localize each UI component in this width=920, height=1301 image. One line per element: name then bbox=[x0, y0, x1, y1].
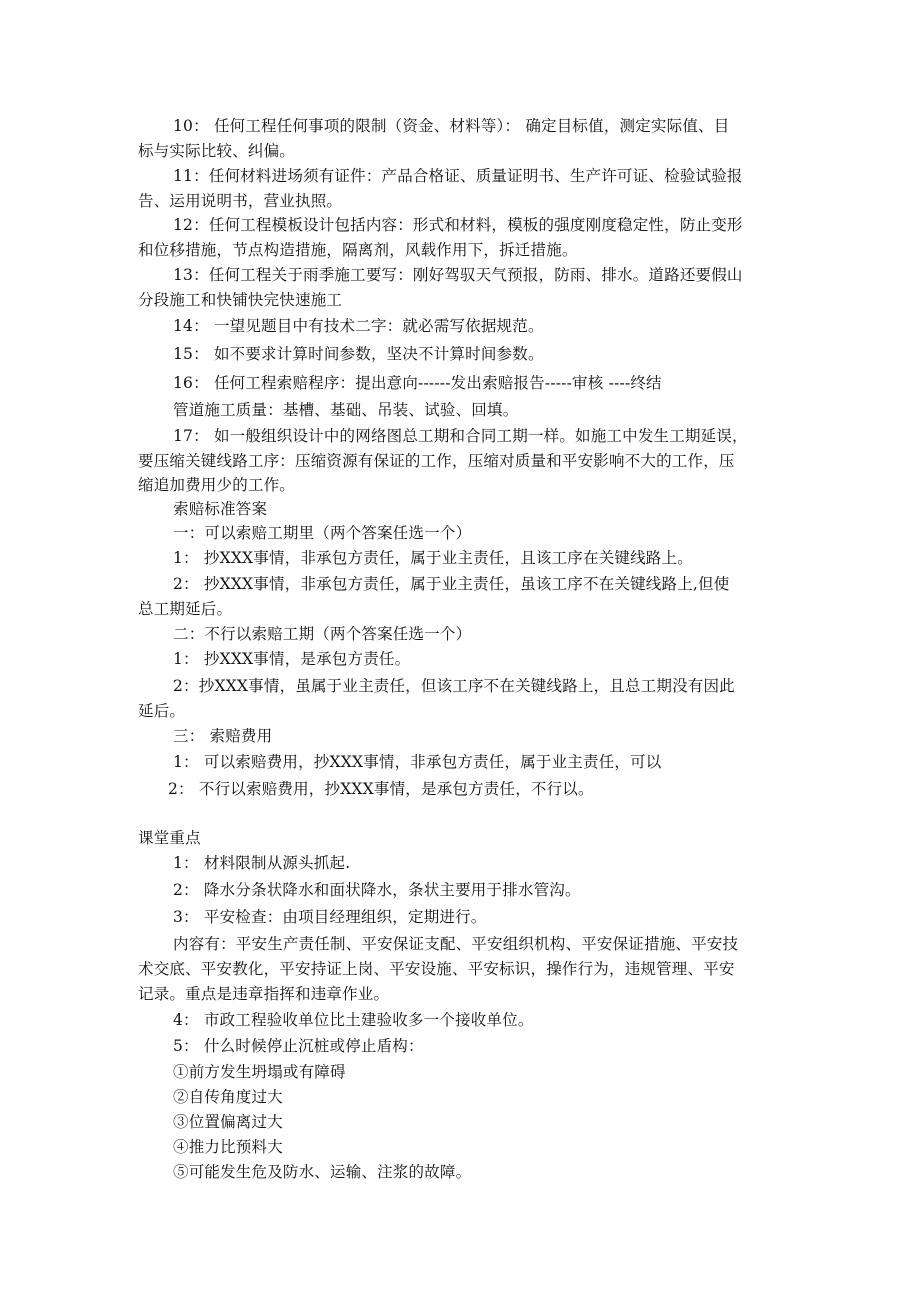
paragraph-line: 16： 任何工程索赔程序：提出意向------发出索赔报告-----审核 ----终结 bbox=[173, 374, 662, 392]
paragraph-line: 4： 市政工程验收单位比土建验收多一个接收单位。 bbox=[173, 1011, 534, 1029]
paragraph-line: 告、运用说明书，营业执照。 bbox=[138, 192, 343, 210]
paragraph-line: 要压缩关键线路工序：压缩资源有保证的工作，压缩对质量和平安影响不大的工作，压 bbox=[138, 452, 735, 470]
paragraph-line: 内容有：平安生产责任制、平安保证支配、平安组织机构、平安保证措施、平安技 bbox=[173, 935, 739, 953]
paragraph-line: 缩追加费用少的工作。 bbox=[138, 476, 296, 494]
paragraph-line: 总工期延后。 bbox=[138, 600, 233, 618]
paragraph-line: 1： 抄XXX事情，非承包方责任，属于业主责任，且该工序在关键线路上。 bbox=[173, 549, 693, 567]
section-heading: 索赔标准答案 bbox=[173, 500, 268, 518]
paragraph-line: 2： 降水分条状降水和面状降水，条状主要用于排水管沟。 bbox=[173, 881, 581, 899]
paragraph-line: 和位移措施，节点构造措施，隔离剂，风载作用下，拆迁措施。 bbox=[138, 241, 578, 259]
paragraph-line: 12：任何工程模板设计包括内容：形式和材料，模板的强度刚度稳定性，防止变形 bbox=[173, 216, 743, 234]
paragraph-line: 17： 如一般组织设计中的网络图总工期和合同工期一样。如施工中发生工期延误， bbox=[173, 427, 748, 445]
paragraph-line: 三： 索赔费用 bbox=[173, 727, 273, 745]
paragraph-line: 3： 平安检查：由项目经理组织，定期进行。 bbox=[173, 908, 487, 926]
list-item: ⑤可能发生危及防水、运输、注浆的故障。 bbox=[173, 1163, 472, 1181]
paragraph-line: 标与实际比较、纠偏。 bbox=[138, 142, 296, 160]
paragraph-line: 2： 不行以索赔费用，抄XXX事情，是承包方责任，不行以。 bbox=[168, 780, 594, 798]
paragraph-line: 10： 任何工程任何事项的限制（资金、材料等）： 确定目标值，测定实际值、目 bbox=[173, 117, 730, 135]
list-item: ①前方发生坍塌或有障碍 bbox=[173, 1063, 346, 1081]
paragraph-line: 14： 一望见题目中有技术二字：就必需写依据规范。 bbox=[173, 317, 544, 335]
paragraph-line: 延后。 bbox=[138, 702, 186, 720]
paragraph-line: 13：任何工程关于雨季施工要写：刚好驾驭天气预报，防雨、排水。道路还要假山 bbox=[173, 266, 743, 284]
paragraph-line: 11：任何材料进场须有证件：产品合格证、质量证明书、生产许可证、检验试验报 bbox=[173, 167, 743, 185]
paragraph-line: 二：不行以索赔工期（两个答案任选一个） bbox=[173, 625, 472, 643]
paragraph-line: 记录。重点是违章指挥和违章作业。 bbox=[138, 985, 390, 1003]
paragraph-line: 1： 材料限制从源头抓起. bbox=[173, 854, 351, 872]
list-item: ④推力比预料大 bbox=[173, 1138, 283, 1156]
paragraph-line: 1： 抄XXX事情，是承包方责任。 bbox=[173, 650, 411, 668]
paragraph-line: 2： 抄XXX事情，非承包方责任，属于业主责任，虽该工序不在关键线路上,但使 bbox=[173, 575, 730, 593]
paragraph-line: 术交底、平安教化，平安持证上岗、平安设施、平安标识，操作行为，违规管理、平安 bbox=[138, 960, 735, 978]
list-item: ③位置偏离过大 bbox=[173, 1113, 283, 1131]
paragraph-line: 2：抄XXX事情，虽属于业主责任，但该工序不在关键线路上，且总工期没有因此 bbox=[173, 677, 735, 695]
paragraph-line: 分段施工和快铺快完快速施工 bbox=[138, 291, 343, 309]
section-heading: 课堂重点 bbox=[138, 829, 201, 847]
paragraph-line: 15： 如不要求计算时间参数，坚决不计算时间参数。 bbox=[173, 345, 544, 363]
paragraph-line: 1： 可以索赔费用，抄XXX事情，非承包方责任，属于业主责任，可以 bbox=[173, 753, 662, 771]
list-item: ②自传角度过大 bbox=[173, 1088, 283, 1106]
paragraph-line: 管道施工质量：基槽、基础、吊装、试验、回填。 bbox=[173, 401, 519, 419]
paragraph-line: 一：可以索赔工期里（两个答案任选一个） bbox=[173, 524, 472, 542]
paragraph-line: 5： 什么时候停止沉桩或停止盾构： bbox=[173, 1037, 424, 1055]
